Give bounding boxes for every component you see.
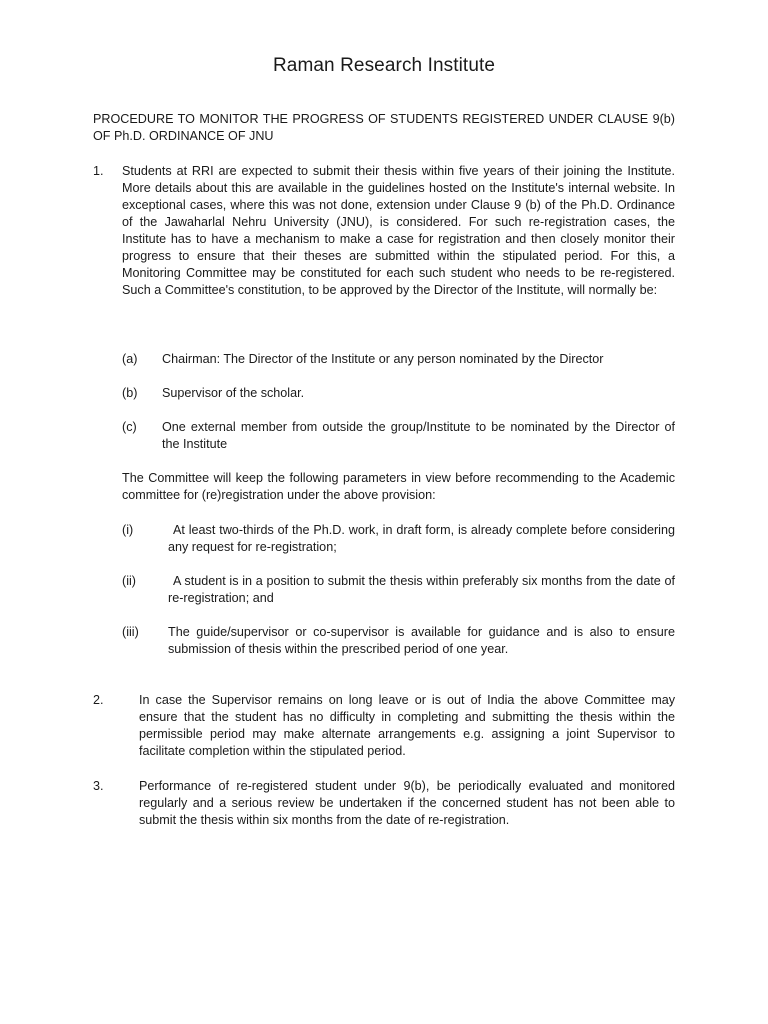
committee-item-a: Chairman: The Director of the Institute or any person nominated by the Director xyxy=(162,352,604,366)
item-2-number: 2. xyxy=(93,693,104,707)
document-title: Raman Research Institute xyxy=(272,55,496,76)
item-2-text: In case the Supervisor remains on long leave or is out of India the above Committee may ensure that the student has no difficulty in completing and submitting the thesis within the permissible period may make alternate arrangements e.g. assigning a joint Supervisor to facilitate completion within the stipulated period. xyxy=(139,693,675,758)
committee-label-b: (b) xyxy=(122,386,138,400)
committee-item-b: Supervisor of the scholar. xyxy=(162,386,305,400)
committee-label-a: (a) xyxy=(122,352,138,366)
item-3-text: Performance of re-registered student under 9(b), be periodically evaluated and monitored regularly and a serious review be undertaken if the concerned student has not been able to submit the thesis within six months from the date of re-registration. xyxy=(139,779,675,827)
document-heading: PROCEDURE TO MONITOR THE PROGRESS OF STUDENTS REGISTERED UNDER CLAUSE 9(b) OF Ph.D. ORDINANCE OF JNU xyxy=(93,112,675,143)
param-label-iii: (iii) xyxy=(122,625,139,639)
item-3-number: 3. xyxy=(93,779,104,793)
param-label-i: (i) xyxy=(122,523,134,537)
param-item-iii: The guide/supervisor or co-supervisor is available for guidance and is also to ensure submission of thesis within the prescribed period of one year. xyxy=(168,625,675,656)
param-item-ii: A student is in a position to submit the thesis within preferably six months from the date of re-registration; and xyxy=(168,574,675,605)
params-intro: The Committee will keep the following parameters in view before recommending to the Academic committee for (re)registration under the above provision: xyxy=(122,471,675,502)
committee-item-c: One external member from outside the group/Institute to be nominated by the Director of the Institute xyxy=(162,420,675,451)
item-1-number: 1. xyxy=(93,164,104,178)
param-label-ii: (ii) xyxy=(122,574,136,588)
item-1-text: Students at RRI are expected to submit their thesis within five years of their joining the Institute. More details about this are available in the guidelines hosted on the Institute's internal website. In exceptional cases, where this was not done, extension under Clause 9 (b) of the Ph.D. Ordinance of the Jawaharlal Nehru University (JNU), is considered. For such re-registration cases, the Institute has to have a mechanism to make a case for registration and then closely monitor their progress to ensure that their theses are submitted within the stipulated period. For this, a Monitoring Committee may be constituted for each such student who needs to be re-registered. Such a Committee's constitution, to be approved by the Director of the Institute, will normally be: xyxy=(122,164,675,297)
param-item-i: At least two-thirds of the Ph.D. work, in draft form, is already complete before considering any request for re-registration; xyxy=(168,523,675,554)
committee-label-c: (c) xyxy=(122,420,137,434)
